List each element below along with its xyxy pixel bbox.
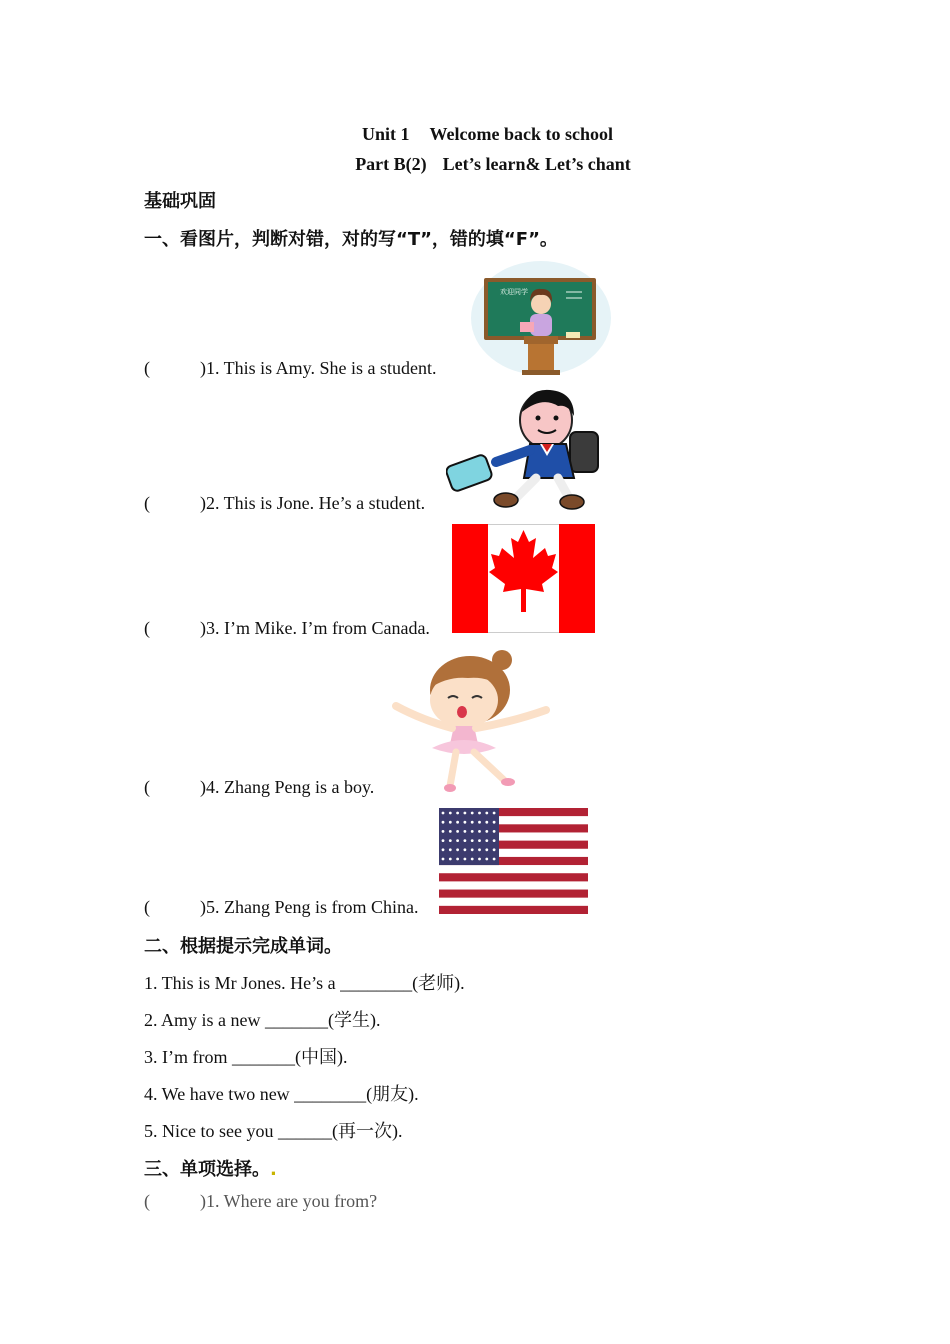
board-text: 欢迎同学: [500, 288, 528, 296]
unit-title: [0, 124, 950, 145]
question-2: ( )2. This is Jone. He’s a student.: [144, 493, 426, 513]
part-label: Part B(2): [355, 154, 427, 174]
usa-flag-image: [439, 808, 588, 914]
flag-star: [478, 848, 481, 851]
flag-star: [456, 812, 459, 815]
flag-star: [442, 830, 445, 833]
flag-star: [485, 821, 488, 824]
flag-star: [464, 858, 467, 861]
flag-star: [449, 812, 452, 815]
part-name: Let’s learn& Let’s chant: [442, 154, 631, 174]
flag-star: [485, 858, 488, 861]
flag-star: [456, 858, 459, 861]
flag-stripe: [439, 881, 588, 889]
flag-stripe: [439, 873, 588, 881]
flag-star: [442, 858, 445, 861]
student-boy-image: [446, 386, 602, 510]
flag-star: [442, 821, 445, 824]
question-3: ( )3. I’m Mike. I’m from Canada.: [144, 618, 430, 638]
flag-star: [471, 821, 474, 824]
flag-star: [485, 812, 488, 815]
flag-star: [493, 848, 496, 851]
flag-star: [471, 848, 474, 851]
question-1: ( )1. This is Amy. She is a student.: [144, 358, 437, 378]
flag-star: [449, 848, 452, 851]
question-4: ( )4. Zhang Peng is a boy.: [144, 777, 375, 797]
part1-heading: 一、看图片，判断对错，对的写“T”，错的填“F”。: [144, 229, 558, 250]
flag-star: [493, 858, 496, 861]
flag-star: [449, 830, 452, 833]
flag-star: [471, 858, 474, 861]
section-basic: 基础巩固: [144, 191, 216, 212]
flag-star: [493, 830, 496, 833]
flag-canton: [439, 808, 499, 865]
flag-star: [456, 839, 459, 842]
flag-star: [471, 839, 474, 842]
choice-question-1: ( )1. Where are you from?: [144, 1191, 378, 1211]
flag-star: [464, 812, 467, 815]
flag-star: [464, 839, 467, 842]
flag-star: [478, 821, 481, 824]
flag-star: [478, 830, 481, 833]
fill-item-1: 1. This is Mr Jones. He’s a ________(老师).: [144, 973, 465, 993]
flag-star: [464, 848, 467, 851]
question-5: ( )5. Zhang Peng is from China.: [144, 897, 419, 917]
flag-stripe: [439, 890, 588, 898]
flag-stripe: [439, 906, 588, 914]
flag-star: [456, 830, 459, 833]
flag-star: [456, 848, 459, 851]
flag-star: [493, 812, 496, 815]
unit-name: Welcome back to school: [429, 124, 613, 144]
ballerina-girl-image: [392, 648, 550, 794]
canada-flag-image: [452, 524, 595, 633]
flag-star: [449, 839, 452, 842]
fill-item-2: 2. Amy is a new _______(学生).: [144, 1010, 381, 1030]
flag-star: [485, 830, 488, 833]
flag-star: [478, 839, 481, 842]
flag-star: [478, 858, 481, 861]
flag-star: [442, 812, 445, 815]
flag-star: [478, 812, 481, 815]
flag-star: [471, 812, 474, 815]
part-title: [0, 154, 950, 175]
flag-star: [449, 821, 452, 824]
flag-star: [456, 821, 459, 824]
fill-item-5: 5. Nice to see you ______(再一次).: [144, 1121, 403, 1141]
flag-star: [464, 821, 467, 824]
flag-star: [449, 858, 452, 861]
unit-label: Unit 1: [362, 124, 410, 144]
flag-star: [442, 839, 445, 842]
fill-item-4: 4. We have two new ________(朋友).: [144, 1084, 419, 1104]
flag-stripe: [439, 865, 588, 873]
flag-star: [485, 839, 488, 842]
part3-heading: 三、单项选择。.: [144, 1159, 277, 1180]
flag-star: [493, 839, 496, 842]
flag-star: [464, 830, 467, 833]
teacher-chalkboard-image: [470, 258, 612, 376]
flag-star: [442, 848, 445, 851]
part2-heading: 二、根据提示完成单词。: [144, 936, 342, 957]
fill-item-3: 3. I’m from _______(中国).: [144, 1047, 348, 1067]
heading-dot: .: [270, 1159, 277, 1180]
flag-star: [493, 821, 496, 824]
flag-star: [485, 848, 488, 851]
flag-star: [471, 830, 474, 833]
flag-stripe: [439, 898, 588, 906]
